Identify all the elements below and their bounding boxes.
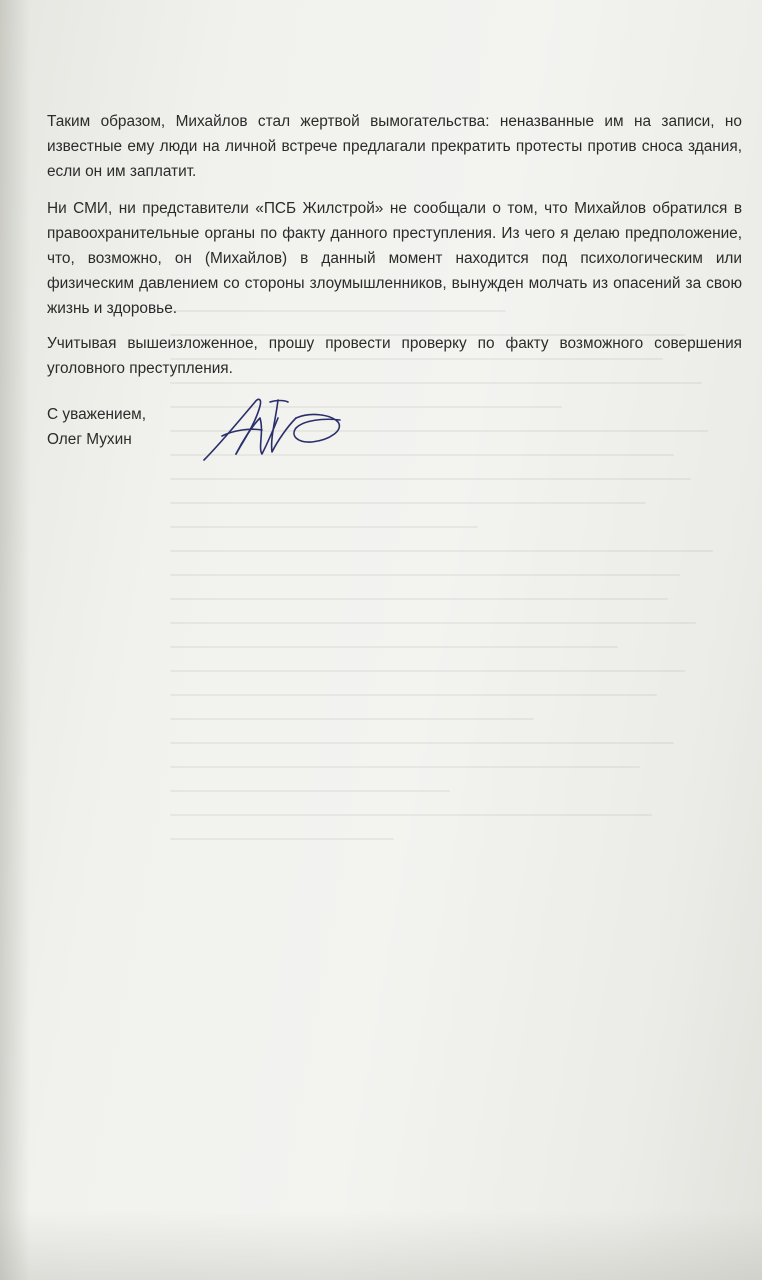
page-shadow-bottom [0, 1210, 762, 1280]
page-shadow-left [0, 0, 30, 1280]
closing-phrase: С уважением, [47, 406, 147, 423]
handwritten-signature [200, 392, 350, 464]
closing-block [47, 402, 146, 452]
paragraph-no-reports: Ни СМИ, ни представители «ПСБ Жилстрой» не сообщали о том, что Михайлов обратился в правоохранительные органы по факту данного преступления. Из чего я делаю предположение, что, возможно, он (Михайлов) в данный момент находится под психологическим или физическим давлением со стороны злоумышленников, вынужден молчать из опасений за свою жизнь и здоровье. [47, 200, 742, 317]
paragraph-extortion: Таким образом, Михайлов стал жертвой вымогательства: неназванные им на записи, но известные ему люди на личной встрече предлагали прекратить протесты против сноса здания, если он им заплатит. [47, 113, 742, 180]
author-name: Олег Мухин [47, 431, 132, 448]
paragraph-request: Учитывая вышеизложенное, прошу провести проверку по факту возможного совершения уголовного преступления. [47, 335, 742, 377]
